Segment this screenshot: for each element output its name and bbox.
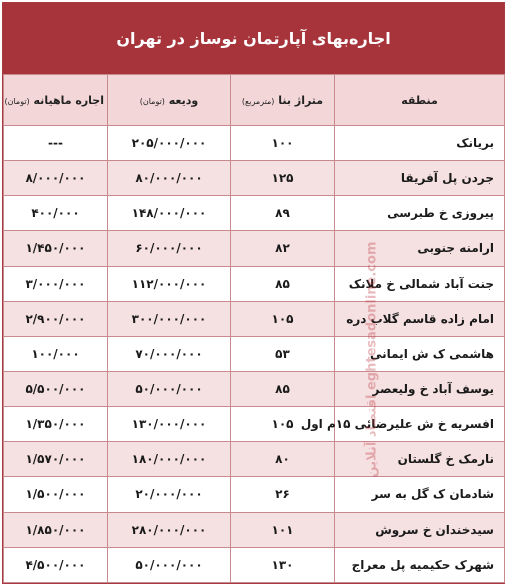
cell-rent: ۱/۳۵۰/۰۰۰	[4, 407, 108, 442]
cell-deposit: ۱۴۸/۰۰۰/۰۰۰	[108, 196, 231, 231]
cell-region: سیدخندان خ سروش	[335, 512, 505, 547]
cell-deposit: ۲۰۵/۰۰۰/۰۰۰	[108, 126, 231, 161]
cell-region: هاشمی ک ش ایمانی	[335, 336, 505, 371]
cell-area: ۲۶	[231, 477, 335, 512]
cell-region: پیروزی خ طبرسی	[335, 196, 505, 231]
cell-rent: ۲/۹۰۰/۰۰۰	[4, 301, 108, 336]
cell-area: ۸۲	[231, 231, 335, 266]
cell-deposit: ۱۱۲/۰۰۰/۰۰۰	[108, 266, 231, 301]
col-header-rent-unit: (تومان)	[4, 96, 30, 106]
cell-region: امام زاده قاسم گلاب دره	[335, 301, 505, 336]
cell-rent: ۴/۵۰۰/۰۰۰	[4, 547, 108, 582]
col-header-deposit-unit: (تومان)	[139, 96, 165, 106]
table-row	[4, 231, 505, 266]
table-row	[4, 266, 505, 301]
table-row	[4, 126, 505, 161]
cell-region: بریانک	[335, 126, 505, 161]
table-header-row	[4, 75, 505, 126]
table-row	[4, 301, 505, 336]
cell-region: جردن پل آفریقا	[335, 161, 505, 196]
cell-deposit: ۳۰۰/۰۰۰/۰۰۰	[108, 301, 231, 336]
cell-rent: ۱/۵۰۰/۰۰۰	[4, 477, 108, 512]
col-header-region-label: منطقه	[401, 93, 438, 107]
cell-area: ۸۰	[231, 442, 335, 477]
cell-rent: ۸/۰۰۰/۰۰۰	[4, 161, 108, 196]
cell-deposit: ۱۸۰/۰۰۰/۰۰۰	[108, 442, 231, 477]
col-header-rent-label: اجاره ماهیانه	[33, 93, 104, 107]
cell-deposit: ۲۰/۰۰۰/۰۰۰	[108, 477, 231, 512]
cell-rent: ۵/۵۰۰/۰۰۰	[4, 371, 108, 406]
cell-region: نارمک خ گلستان	[335, 442, 505, 477]
table-row	[4, 407, 505, 442]
col-header-rent	[4, 75, 108, 126]
cell-deposit: ۷۰/۰۰۰/۰۰۰	[108, 336, 231, 371]
col-header-area-label: متراژ بنا	[278, 93, 324, 107]
cell-area: ۸۵	[231, 266, 335, 301]
watermark-text: اقتصاد آنلاین eghtesadonline.com	[364, 241, 380, 477]
cell-area: ۸۹	[231, 196, 335, 231]
cell-area: ۸۵	[231, 371, 335, 406]
page-title: اجاره‌بهای آپارتمان نوساز در تهران	[3, 3, 504, 74]
cell-rent: ---	[4, 126, 108, 161]
col-header-area-unit: (مترمربع)	[241, 96, 275, 106]
table-row	[4, 477, 505, 512]
col-header-region	[335, 75, 505, 126]
cell-region: یوسف آباد خ ولیعصر	[335, 371, 505, 406]
cell-region: شادمان ک گل به سر	[335, 477, 505, 512]
cell-region: افسریه خ ش علیرضائی ۱۵م اول	[335, 407, 505, 442]
table-row	[4, 442, 505, 477]
cell-area: ۱۰۵	[231, 301, 335, 336]
cell-region: ارامنه جنوبی	[335, 231, 505, 266]
table-row	[4, 161, 505, 196]
cell-area: ۱۰۱	[231, 512, 335, 547]
table-row	[4, 196, 505, 231]
table-row	[4, 547, 505, 582]
cell-rent: ۴۰۰/۰۰۰	[4, 196, 108, 231]
table-row	[4, 512, 505, 547]
cell-rent: ۱۰۰/۰۰۰	[4, 336, 108, 371]
rent-table	[3, 74, 505, 583]
cell-deposit: ۲۸۰/۰۰۰/۰۰۰	[108, 512, 231, 547]
cell-rent: ۳/۰۰۰/۰۰۰	[4, 266, 108, 301]
col-header-deposit	[108, 75, 231, 126]
cell-rent: ۱/۵۷۰/۰۰۰	[4, 442, 108, 477]
cell-deposit: ۸۰/۰۰۰/۰۰۰	[108, 161, 231, 196]
cell-rent: ۱/۸۵۰/۰۰۰	[4, 512, 108, 547]
cell-area: ۱۰۵	[231, 407, 335, 442]
cell-deposit: ۵۰/۰۰۰/۰۰۰	[108, 547, 231, 582]
cell-area: ۱۰۰	[231, 126, 335, 161]
cell-area: ۱۲۵	[231, 161, 335, 196]
cell-rent: ۱/۴۵۰/۰۰۰	[4, 231, 108, 266]
cell-deposit: ۶۰/۰۰۰/۰۰۰	[108, 231, 231, 266]
table-row	[4, 336, 505, 371]
col-header-area	[231, 75, 335, 126]
cell-region: شهرک حکیمیه پل معراج	[335, 547, 505, 582]
cell-deposit: ۱۳۰/۰۰۰/۰۰۰	[108, 407, 231, 442]
cell-deposit: ۵۰/۰۰۰/۰۰۰	[108, 371, 231, 406]
rent-table-card	[2, 2, 505, 584]
cell-area: ۵۳	[231, 336, 335, 371]
cell-region: جنت آباد شمالی خ ملانک	[335, 266, 505, 301]
table-row	[4, 371, 505, 406]
cell-area: ۱۳۰	[231, 547, 335, 582]
col-header-deposit-label: ودیعه	[168, 93, 199, 107]
